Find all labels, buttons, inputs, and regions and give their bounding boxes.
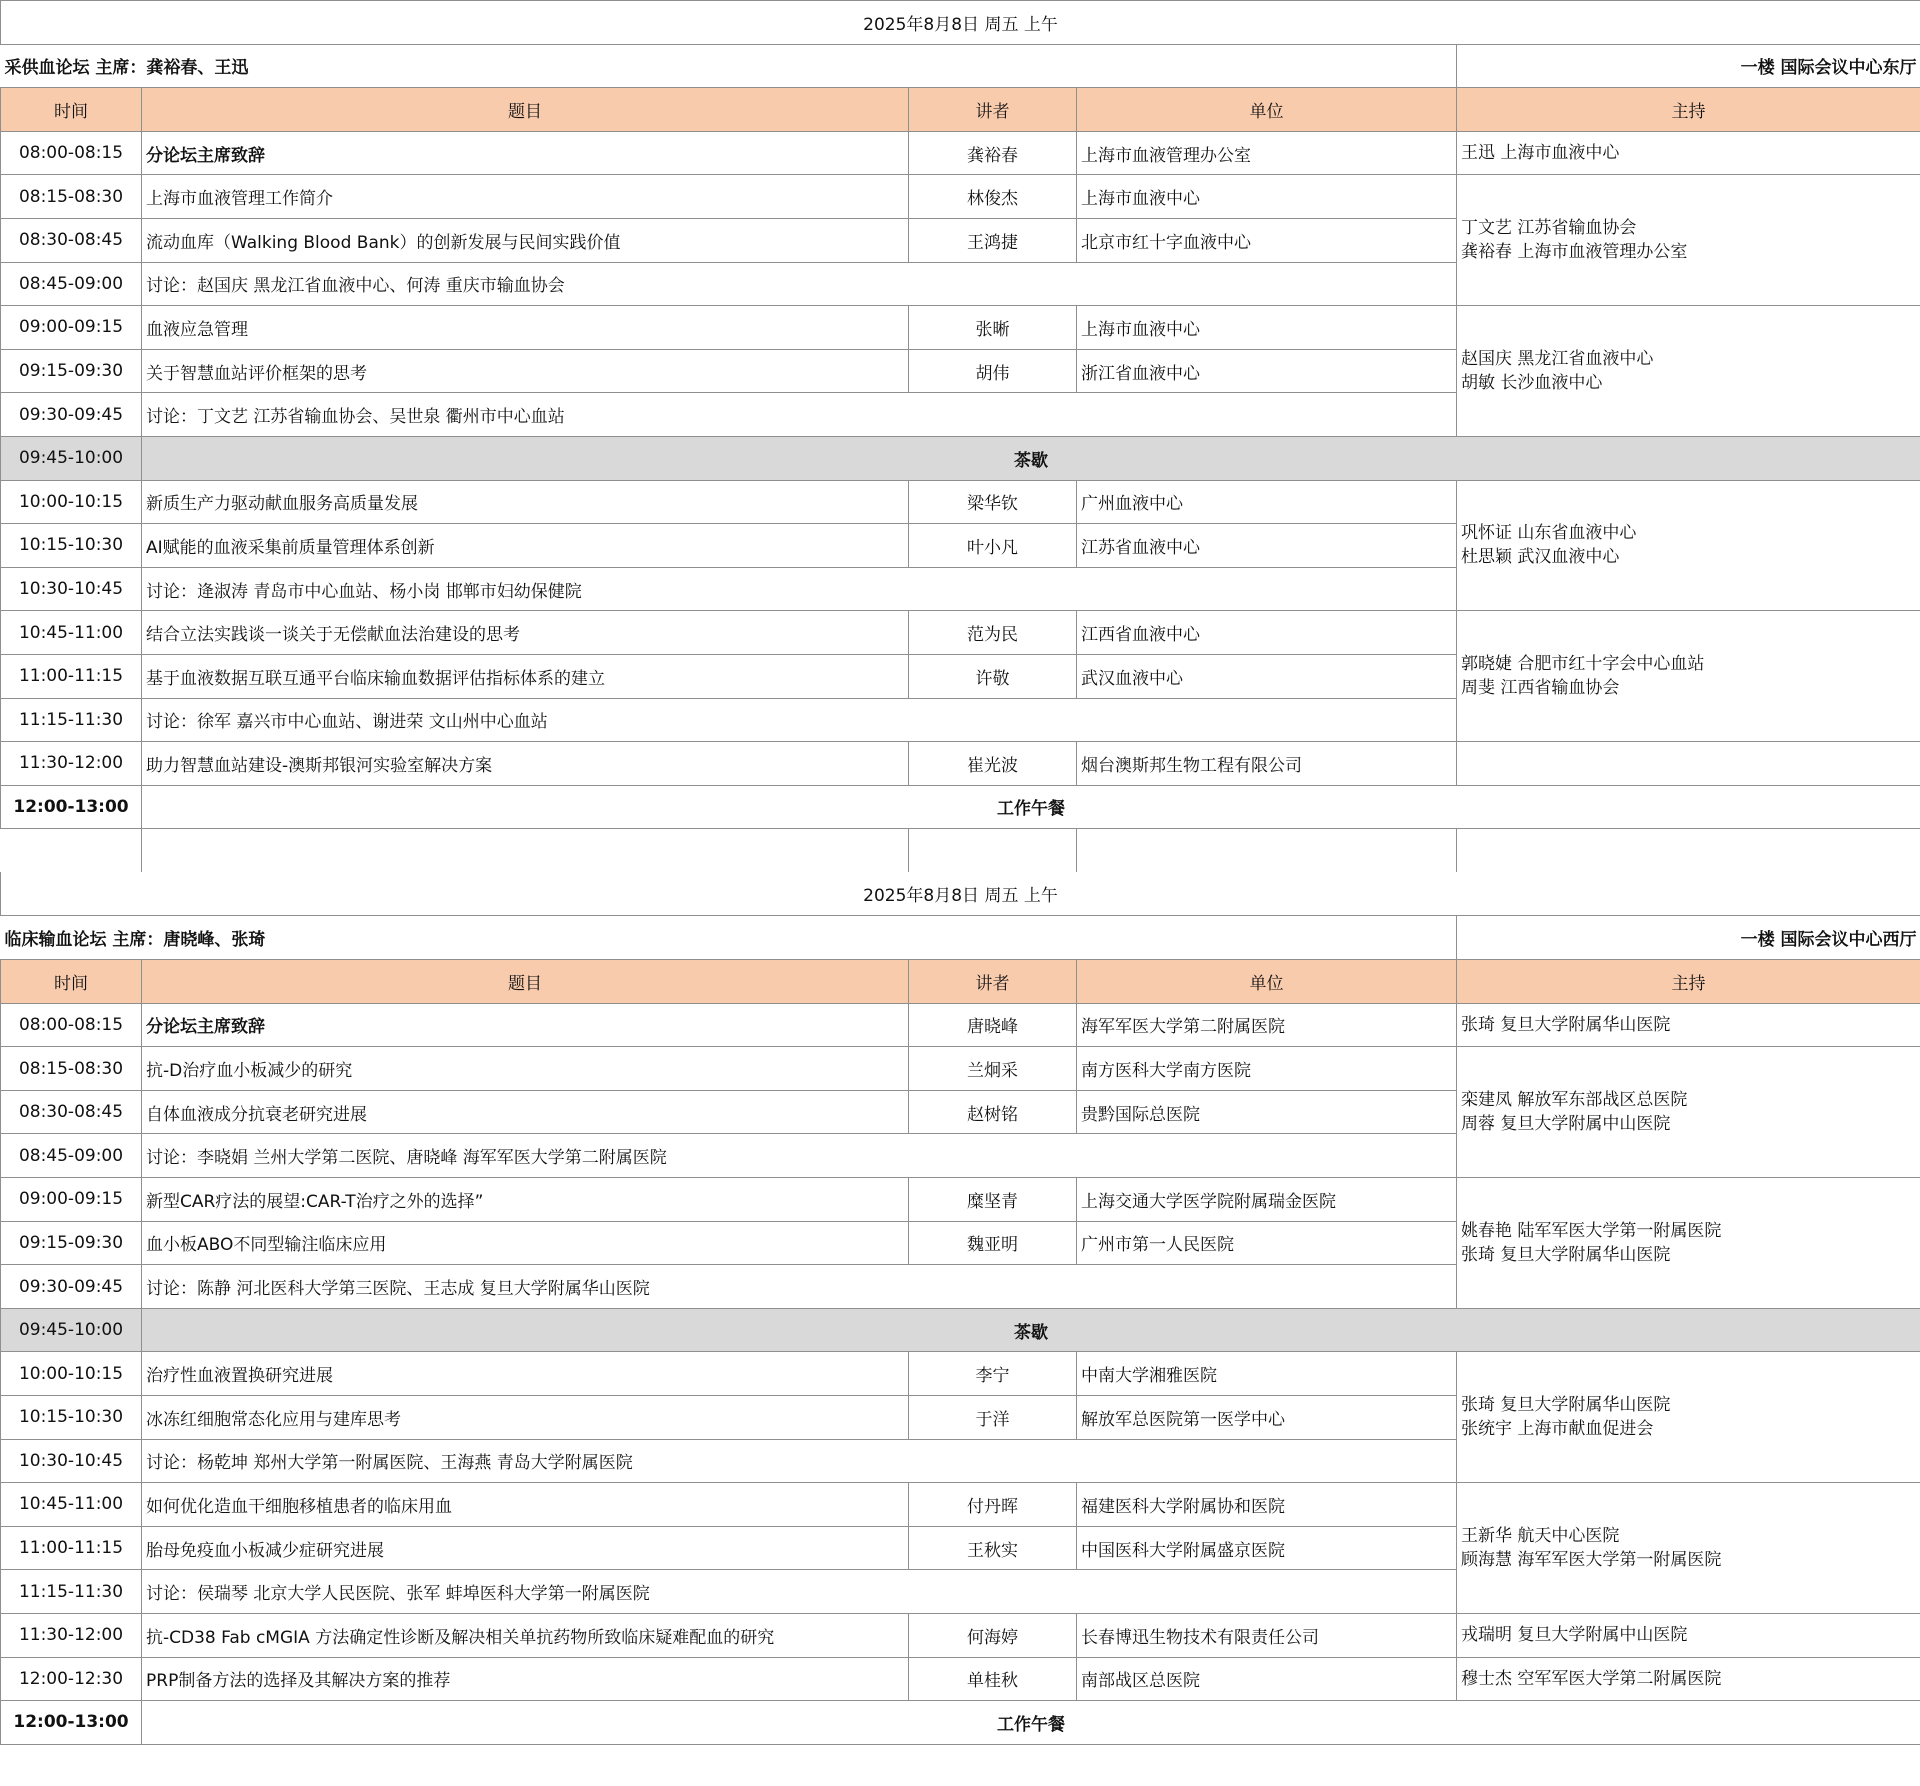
moderator-name: 杜思颖 武汉血液中心 [1461, 547, 1620, 568]
session-unit: 北京市红十字血液中心 [1077, 218, 1457, 262]
moderator-name: 穆士杰 空军军医大学第二附属医院 [1461, 1668, 1722, 1689]
moderator-cell [1457, 306, 1920, 437]
section-date: 2025年8月8日 周五 上午 [1, 872, 1920, 916]
header-topic: 题目 [142, 960, 909, 1004]
session-unit: 贵黔国际总医院 [1077, 1090, 1457, 1134]
lunch-label: 工作午餐 [142, 1701, 1920, 1745]
session-time: 09:30-09:45 [1, 1265, 142, 1309]
session-time: 10:15-10:30 [1, 524, 142, 568]
break-row [1, 436, 1920, 480]
table-row [1, 1178, 1920, 1222]
session-time: 11:00-11:15 [1, 654, 142, 698]
spacer-cell [1077, 829, 1457, 873]
session-unit: 浙江省血液中心 [1077, 349, 1457, 393]
table-row [1, 306, 1920, 350]
session-topic: 如何优化造血干细胞移植患者的临床用血 [142, 1483, 909, 1527]
header-moderator: 主持 [1457, 88, 1920, 132]
discussion-text: 讨论：逄淑涛 青岛市中心血站、杨小岗 邯郸市妇幼保健院 [142, 567, 1457, 611]
session-time: 10:30-10:45 [1, 567, 142, 611]
session-speaker: 梁华钦 [909, 480, 1077, 524]
moderator-name: 周斐 江西省输血协会 [1461, 678, 1620, 699]
session-topic: 胎母免疫血小板减少症研究进展 [142, 1526, 909, 1570]
table-header-row [1, 960, 1920, 1004]
session-time: 11:30-12:00 [1, 1613, 142, 1657]
discussion-text: 讨论：赵国庆 黑龙江省血液中心、何涛 重庆市输血协会 [142, 262, 1457, 306]
session-unit: 江苏省血液中心 [1077, 524, 1457, 568]
table-header-row [1, 88, 1920, 132]
session-time: 12:00-12:30 [1, 1657, 142, 1701]
session-topic: 治疗性血液置换研究进展 [142, 1352, 909, 1396]
session-speaker: 唐晓峰 [909, 1003, 1077, 1047]
moderator-name: 周蓉 复旦大学附属中山医院 [1461, 1114, 1671, 1135]
session-time: 11:15-11:30 [1, 1570, 142, 1614]
moderator-name: 栾建凤 解放军东部战区总医院 [1461, 1090, 1688, 1111]
session-topic: 分论坛主席致辞 [142, 1003, 909, 1047]
moderator-name: 丁文艺 江苏省输血协会 [1461, 218, 1637, 239]
session-topic: 结合立法实践谈一谈关于无偿献血法治建设的思考 [142, 611, 909, 655]
session-topic: 血小板ABO不同型输注临床应用 [142, 1221, 909, 1265]
header-time: 时间 [1, 88, 142, 132]
forum-title: 临床输血论坛 主席：唐晓峰、张琦 [1, 916, 1457, 960]
moderator-name: 龚裕春 上海市血液管理办公室 [1461, 242, 1688, 263]
session-unit: 上海市血液中心 [1077, 306, 1457, 350]
moderator-cell [1457, 1657, 1920, 1701]
table-row [1, 1047, 1920, 1091]
moderator-name: 顾海慧 海军军医大学第一附属医院 [1461, 1550, 1722, 1571]
session-topic: 抗-CD38 Fab cMGIA 方法确定性诊断及解决相关单抗药物所致临床疑难配血的研究 [142, 1613, 909, 1657]
discussion-text: 讨论：侯瑞琴 北京大学人民医院、张军 蚌埠医科大学第一附属医院 [142, 1570, 1457, 1614]
session-unit: 上海市血液管理办公室 [1077, 131, 1457, 175]
session-unit: 上海交通大学医学院附属瑞金医院 [1077, 1178, 1457, 1222]
session-time: 11:15-11:30 [1, 698, 142, 742]
session-speaker: 付丹晖 [909, 1483, 1077, 1527]
session-time: 08:30-08:45 [1, 1090, 142, 1134]
session-speaker: 王秋实 [909, 1526, 1077, 1570]
session-topic: 抗-D治疗血小板减少的研究 [142, 1047, 909, 1091]
moderator-cell [1457, 1047, 1920, 1178]
moderator-cell [1457, 1483, 1920, 1614]
session-unit: 海军军医大学第二附属医院 [1077, 1003, 1457, 1047]
session-topic: 新型CAR疗法的展望:CAR-T治疗之外的选择” [142, 1178, 909, 1222]
table-row [1, 1483, 1920, 1527]
moderator-name: 戎瑞明 复旦大学附属中山医院 [1461, 1625, 1688, 1646]
session-time: 08:15-08:30 [1, 1047, 142, 1091]
table-row [1, 611, 1920, 655]
section-date: 2025年8月8日 周五 上午 [1, 1, 1920, 45]
session-topic: 基于血液数据互联互通平台临床输血数据评估指标体系的建立 [142, 654, 909, 698]
session-speaker: 范为民 [909, 611, 1077, 655]
session-topic: PRP制备方法的选择及其解决方案的推荐 [142, 1657, 909, 1701]
session-topic: 流动血库（Walking Blood Bank）的创新发展与民间实践价值 [142, 218, 909, 262]
session-speaker: 何海婷 [909, 1613, 1077, 1657]
session-topic: 关于智慧血站评价框架的思考 [142, 349, 909, 393]
session-time: 10:45-11:00 [1, 1483, 142, 1527]
moderator-name: 王新华 航天中心医院 [1461, 1526, 1620, 1547]
session-unit: 南部战区总医院 [1077, 1657, 1457, 1701]
lunch-row [1, 785, 1920, 829]
session-time: 08:45-09:00 [1, 262, 142, 306]
session-time: 08:15-08:30 [1, 175, 142, 219]
header-topic: 题目 [142, 88, 909, 132]
moderator-name: 姚春艳 陆军军医大学第一附属医院 [1461, 1220, 1722, 1241]
session-speaker: 兰炯采 [909, 1047, 1077, 1091]
moderator-name: 胡敏 长沙血液中心 [1461, 373, 1603, 394]
session-topic: 血液应急管理 [142, 306, 909, 350]
session-unit: 广州市第一人民医院 [1077, 1221, 1457, 1265]
session-speaker: 张晰 [909, 306, 1077, 350]
table-row [1, 742, 1920, 786]
session-time: 11:00-11:15 [1, 1526, 142, 1570]
session-speaker: 魏亚明 [909, 1221, 1077, 1265]
session-unit: 武汉血液中心 [1077, 654, 1457, 698]
table-row [1, 175, 1920, 219]
session-topic: 新质生产力驱动献血服务高质量发展 [142, 480, 909, 524]
section-date-row [1, 1, 1920, 45]
lunch-row [1, 1701, 1920, 1745]
spacer-row [1, 829, 1920, 873]
session-time: 10:00-10:15 [1, 480, 142, 524]
session-topic: 自体血液成分抗衰老研究进展 [142, 1090, 909, 1134]
session-topic: 上海市血液管理工作简介 [142, 175, 909, 219]
session-unit: 中南大学湘雅医院 [1077, 1352, 1457, 1396]
spacer-cell [909, 829, 1077, 873]
session-time: 09:30-09:45 [1, 393, 142, 437]
session-time: 10:45-11:00 [1, 611, 142, 655]
venue: 一楼 国际会议中心东厅 [1457, 44, 1920, 88]
moderator-cell-empty [1457, 742, 1920, 786]
moderator-cell [1457, 1613, 1920, 1657]
session-unit: 福建医科大学附属协和医院 [1077, 1483, 1457, 1527]
table-row [1, 1003, 1920, 1047]
session-time: 10:00-10:15 [1, 1352, 142, 1396]
session-time: 12:00-13:00 [1, 785, 142, 829]
session-time: 09:45-10:00 [1, 1308, 142, 1352]
table-row [1, 480, 1920, 524]
session-speaker: 单桂秋 [909, 1657, 1077, 1701]
session-speaker: 李宁 [909, 1352, 1077, 1396]
discussion-text: 讨论：陈静 河北医科大学第三医院、王志成 复旦大学附属华山医院 [142, 1265, 1457, 1309]
session-topic: 冰冻红细胞常态化应用与建库思考 [142, 1396, 909, 1440]
session-speaker: 赵树铭 [909, 1090, 1077, 1134]
break-label: 茶歇 [142, 1308, 1920, 1352]
moderator-cell [1457, 1352, 1920, 1483]
session-time: 08:00-08:15 [1, 1003, 142, 1047]
session-speaker: 于洋 [909, 1396, 1077, 1440]
table-row [1, 131, 1920, 175]
session-unit: 南方医科大学南方医院 [1077, 1047, 1457, 1091]
session-time: 12:00-13:00 [1, 1701, 142, 1745]
break-label: 茶歇 [142, 436, 1920, 480]
moderator-name: 张琦 复旦大学附属华山医院 [1461, 1395, 1671, 1416]
table-row [1, 1613, 1920, 1657]
session-speaker: 糜坚青 [909, 1178, 1077, 1222]
moderator-cell [1457, 480, 1920, 611]
moderator-cell [1457, 611, 1920, 742]
moderator-cell [1457, 131, 1920, 175]
session-speaker: 崔光波 [909, 742, 1077, 786]
session-speaker: 林俊杰 [909, 175, 1077, 219]
session-time: 11:30-12:00 [1, 742, 142, 786]
session-time: 09:00-09:15 [1, 306, 142, 350]
session-time: 08:00-08:15 [1, 131, 142, 175]
moderator-cell [1457, 175, 1920, 306]
session-unit: 中国医科大学附属盛京医院 [1077, 1526, 1457, 1570]
moderator-name: 巩怀证 山东省血液中心 [1461, 523, 1637, 544]
session-unit: 江西省血液中心 [1077, 611, 1457, 655]
session-time: 09:45-10:00 [1, 436, 142, 480]
table-row [1, 1352, 1920, 1396]
forum-title: 采供血论坛 主席：龚裕春、王迅 [1, 44, 1457, 88]
session-unit: 上海市血液中心 [1077, 175, 1457, 219]
session-time: 10:30-10:45 [1, 1439, 142, 1483]
session-time: 08:45-09:00 [1, 1134, 142, 1178]
discussion-text: 讨论：丁文艺 江苏省输血协会、吴世泉 衢州市中心血站 [142, 393, 1457, 437]
session-speaker: 王鸿捷 [909, 218, 1077, 262]
moderator-name: 张琦 复旦大学附属华山医院 [1461, 1014, 1671, 1035]
session-topic: 助力智慧血站建设-澳斯邦银河实验室解决方案 [142, 742, 909, 786]
header-speaker: 讲者 [909, 88, 1077, 132]
discussion-text: 讨论：李晓娟 兰州大学第二医院、唐晓峰 海军军医大学第二附属医院 [142, 1134, 1457, 1178]
moderator-cell [1457, 1003, 1920, 1047]
header-unit: 单位 [1077, 960, 1457, 1004]
venue: 一楼 国际会议中心西厅 [1457, 916, 1920, 960]
lunch-label: 工作午餐 [142, 785, 1920, 829]
session-unit: 广州血液中心 [1077, 480, 1457, 524]
table-row [1, 1657, 1920, 1701]
moderator-name: 郭晓婕 合肥市红十字会中心血站 [1461, 654, 1705, 675]
session-speaker: 胡伟 [909, 349, 1077, 393]
moderator-name: 赵国庆 黑龙江省血液中心 [1461, 349, 1654, 370]
moderator-name: 张琦 复旦大学附属华山医院 [1461, 1244, 1671, 1265]
session-speaker: 叶小凡 [909, 524, 1077, 568]
header-time: 时间 [1, 960, 142, 1004]
session-unit: 解放军总医院第一医学中心 [1077, 1396, 1457, 1440]
spacer-cell [1, 829, 142, 873]
session-unit: 长春博迅生物技术有限责任公司 [1077, 1613, 1457, 1657]
spacer-cell [142, 829, 909, 873]
session-unit: 烟台澳斯邦生物工程有限公司 [1077, 742, 1457, 786]
discussion-text: 讨论：徐军 嘉兴市中心血站、谢进荣 文山州中心血站 [142, 698, 1457, 742]
session-time: 09:00-09:15 [1, 1178, 142, 1222]
moderator-cell [1457, 1178, 1920, 1309]
session-speaker: 龚裕春 [909, 131, 1077, 175]
session-time: 08:30-08:45 [1, 218, 142, 262]
break-row [1, 1308, 1920, 1352]
discussion-text: 讨论：杨乾坤 郑州大学第一附属医院、王海燕 青岛大学附属医院 [142, 1439, 1457, 1483]
moderator-name: 王迅 上海市血液中心 [1461, 143, 1620, 164]
session-time: 10:15-10:30 [1, 1396, 142, 1440]
session-speaker: 许敬 [909, 654, 1077, 698]
session-topic: AI赋能的血液采集前质量管理体系创新 [142, 524, 909, 568]
header-speaker: 讲者 [909, 960, 1077, 1004]
spacer-cell [1457, 829, 1920, 873]
session-time: 09:15-09:30 [1, 1221, 142, 1265]
moderator-name: 张统宇 上海市献血促进会 [1461, 1419, 1654, 1440]
header-moderator: 主持 [1457, 960, 1920, 1004]
forum-row [1, 916, 1920, 960]
header-unit: 单位 [1077, 88, 1457, 132]
session-topic: 分论坛主席致辞 [142, 131, 909, 175]
forum-row [1, 44, 1920, 88]
session-time: 09:15-09:30 [1, 349, 142, 393]
section-date-row [1, 872, 1920, 916]
